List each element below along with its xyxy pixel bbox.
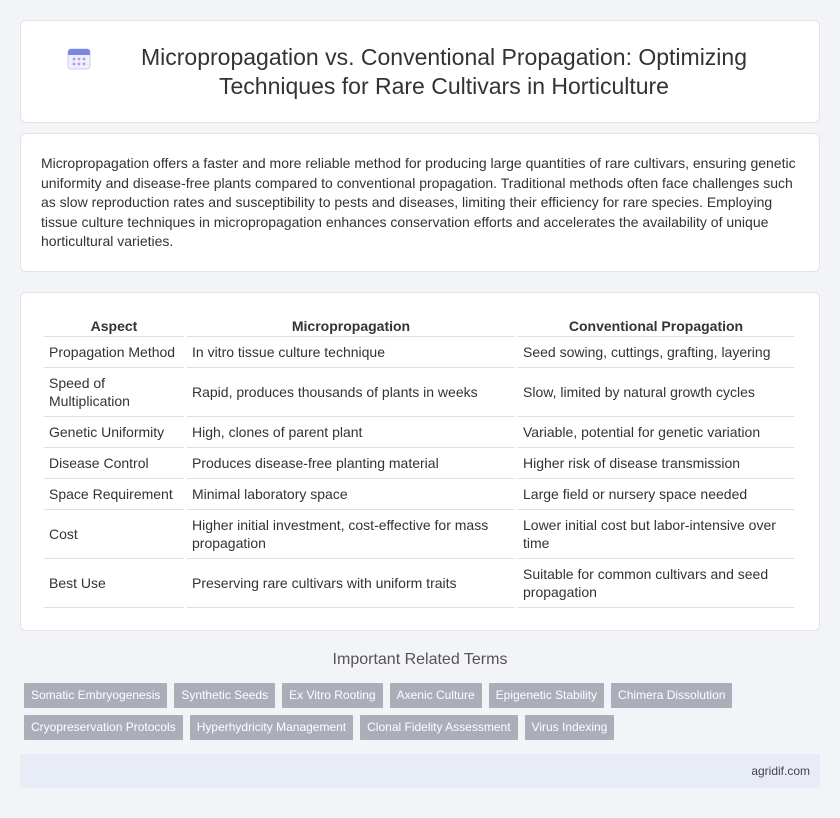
tag-epigenetic-stability[interactable]: Epigenetic Stability — [489, 683, 604, 708]
table-cell: Cost — [44, 510, 184, 559]
footer-site-link[interactable]: agridif.com — [751, 764, 810, 778]
tag-chimera-dissolution[interactable]: Chimera Dissolution — [611, 683, 732, 708]
calendar-icon — [66, 45, 92, 71]
table-cell: Rapid, produces thousands of plants in weeks — [187, 368, 515, 417]
tag-cryopreservation-protocols[interactable]: Cryopreservation Protocols — [24, 715, 183, 740]
related-terms-row-2 — [24, 715, 824, 740]
tag-somatic-embryogenesis[interactable]: Somatic Embryogenesis — [24, 683, 167, 708]
header-micropropagation: Micropropagation — [187, 315, 515, 337]
tag-hyperhydricity-management[interactable]: Hyperhydricity Management — [190, 715, 353, 740]
table-cell: Seed sowing, cuttings, grafting, layering — [518, 337, 794, 368]
table-cell: Lower initial cost but labor-intensive over time — [518, 510, 794, 559]
header-conventional: Conventional Propagation — [518, 315, 794, 337]
tag-virus-indexing[interactable]: Virus Indexing — [525, 715, 615, 740]
table-cell: Best Use — [44, 559, 184, 608]
table-cell: Slow, limited by natural growth cycles — [518, 368, 794, 417]
table-header-row — [44, 315, 794, 337]
table-cell: Large field or nursery space needed — [518, 479, 794, 510]
table-cell: Minimal laboratory space — [187, 479, 515, 510]
table-row — [44, 417, 794, 448]
table-cell: Space Requirement — [44, 479, 184, 510]
tag-axenic-culture[interactable]: Axenic Culture — [390, 683, 482, 708]
intro-paragraph: Micropropagation offers a faster and more reliable method for producing large quantities of rare cultivars, ensuring genetic uniformity and disease-free plants compared to conventional propagation. Traditional methods often face challenges such as slow reproduction rates and susceptibility to pests and diseases, limiting their efficiency for rare species. Employing tissue culture techniques in micropropagation enhances conservation efforts and accelerates the availability of unique horticultural varieties. — [41, 155, 796, 250]
intro-card — [20, 133, 820, 272]
table-row — [44, 479, 794, 510]
table-row — [44, 337, 794, 368]
table-cell: Genetic Uniformity — [44, 417, 184, 448]
table-cell: In vitro tissue culture technique — [187, 337, 515, 368]
related-terms-title: Important Related Terms — [332, 651, 508, 668]
table-cell: Propagation Method — [44, 337, 184, 368]
table-cell: Produces disease-free planting material — [187, 448, 515, 479]
table-cell: High, clones of parent plant — [187, 417, 515, 448]
tag-synthetic-seeds[interactable]: Synthetic Seeds — [174, 683, 275, 708]
tag-clonal-fidelity-assessment[interactable]: Clonal Fidelity Assessment — [360, 715, 517, 740]
footer — [20, 754, 820, 788]
title-card — [20, 20, 820, 123]
table-cell: Higher risk of disease transmission — [518, 448, 794, 479]
table-cell: Suitable for common cultivars and seed propagation — [518, 559, 794, 608]
table-cell: Disease Control — [44, 448, 184, 479]
table-row — [44, 559, 794, 608]
table-cell: Higher initial investment, cost-effective for mass propagation — [187, 510, 515, 559]
related-terms-row-1 — [24, 683, 824, 708]
table-cell: Variable, potential for genetic variation — [518, 417, 794, 448]
comparison-table-card — [20, 292, 820, 631]
table-row — [44, 510, 794, 559]
comparison-table — [41, 315, 797, 608]
tag-ex-vitro-rooting[interactable]: Ex Vitro Rooting — [282, 683, 383, 708]
page-title: Micropropagation vs. Conventional Propagation: Optimizing Techniques for Rare Cultivars in Horticulture — [141, 43, 747, 99]
table-cell: Speed of Multiplication — [44, 368, 184, 417]
header-aspect: Aspect — [44, 315, 184, 337]
table-row — [44, 448, 794, 479]
table-row — [44, 368, 794, 417]
table-cell: Preserving rare cultivars with uniform traits — [187, 559, 515, 608]
